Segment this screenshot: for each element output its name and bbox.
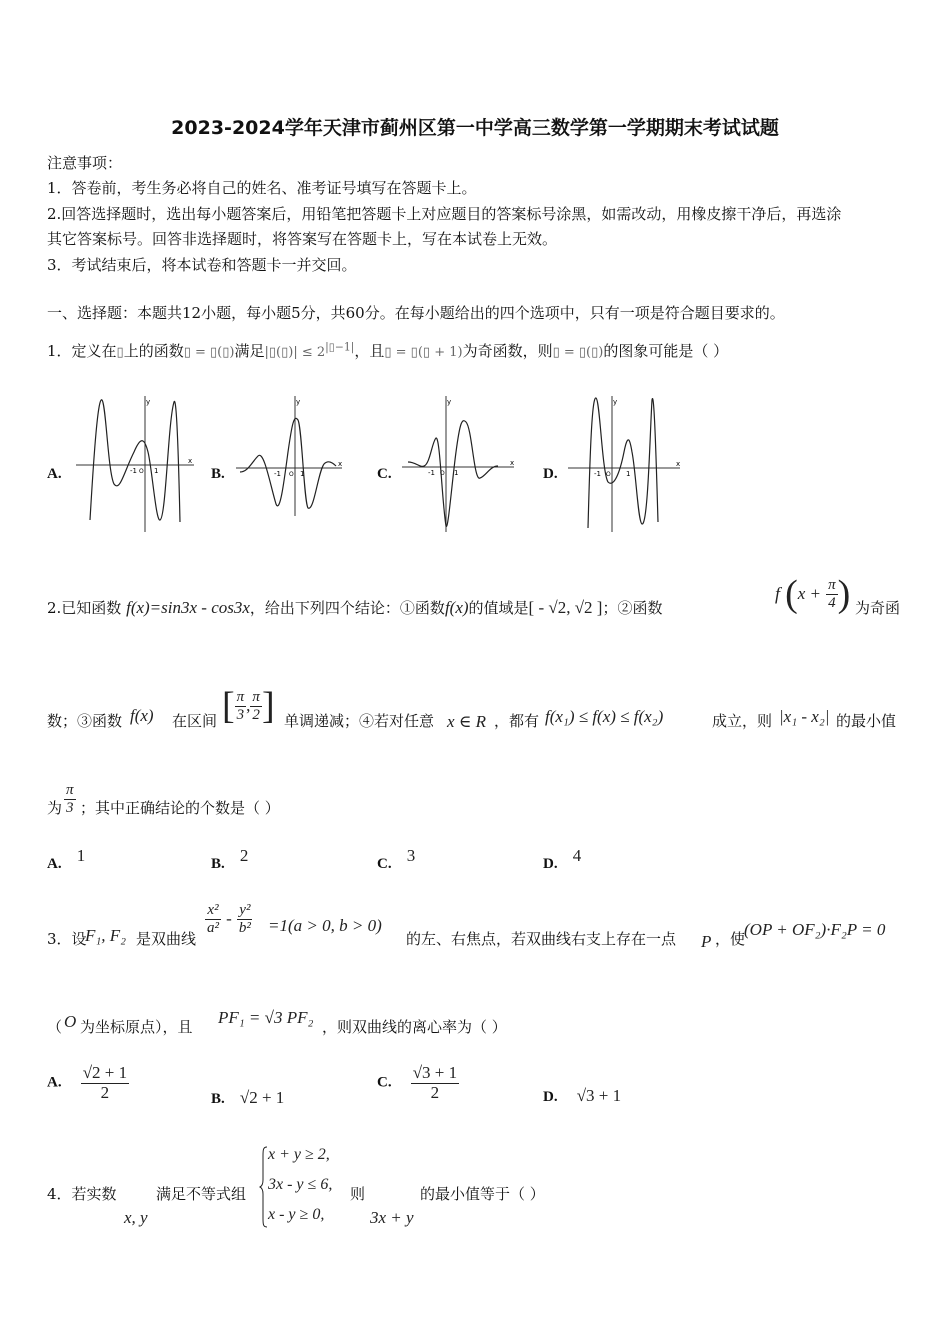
q4-system-line-1: x + y ≥ 2,: [268, 1146, 330, 1163]
q4-system-line-2: 3x - y ≤ 6,: [268, 1176, 333, 1193]
q1-text-3: 满足: [234, 342, 265, 360]
q2-option-b[interactable]: [211, 846, 248, 873]
q3-option-a[interactable]: [47, 1064, 129, 1102]
option-value: 3: [406, 846, 416, 865]
option-numerator: √2 + 1: [82, 1063, 128, 1082]
q1-option-b-label: B.: [211, 466, 225, 482]
question-1-stem: [47, 340, 728, 361]
q3-text-6: 为坐标原点），且: [80, 1018, 193, 1036]
q2-text-5: 为奇函: [855, 599, 901, 617]
q2-inequality: f(x₁) ≤ f(x) ≤ f(x₂): [545, 707, 664, 726]
tick-1: 1: [626, 470, 631, 478]
q1-option-c-label: C.: [377, 466, 392, 482]
origin-label: O: [289, 471, 294, 478]
q4-system-line-3: x - y ≥ 0,: [268, 1206, 325, 1223]
q2-text-3: 的值域是: [468, 599, 529, 617]
q3-hyperbola: $\frac{\text{x²}}{\text{a²}}$ - $\frac{\text{y²}}{\text{b²}}$: [207, 902, 251, 936]
curve: [90, 400, 180, 522]
q2-text-4: ；②函数: [602, 599, 663, 617]
option-value: √2 + 1: [239, 1088, 285, 1107]
q4-text-4: 的最小值等于（ ）: [420, 1185, 545, 1203]
q2-text-2: ，给出下列四个结论：①函数: [249, 599, 445, 617]
option-value: 4: [572, 846, 582, 865]
notice-item-2-cont: 其它答案标号。回答非选择题时，将答案写在答题卡上，写在本试卷上无效。: [47, 230, 558, 248]
q2-option-d[interactable]: [543, 846, 581, 873]
q2-range: [ - √2, √2 ]: [528, 598, 603, 617]
section-heading: 一、选择题：本题共12小题，每小题5分，共60分。在每小题给出的四个选项中，只有一项是符合题目要求的。: [47, 304, 785, 322]
q3-text-5: （: [47, 1018, 63, 1036]
q3-relation: PF₁ = √3 PF₂: [218, 1008, 314, 1027]
q2-text-1: 2.已知函数: [47, 599, 122, 617]
q1-graph-a: [76, 392, 200, 532]
notice-item-1: 1．答卷前，考生务必将自己的姓名、准考证号填写在答题卡上。: [47, 179, 477, 197]
q1-option-d-label: D.: [543, 466, 558, 482]
origin-label: O: [440, 470, 445, 477]
q3-option-d[interactable]: [543, 1086, 621, 1106]
option-label: C.: [377, 1074, 392, 1091]
x-label: x: [510, 459, 515, 467]
y-label: y: [296, 398, 301, 406]
q3-foci: F₁, F₂: [85, 926, 127, 945]
x-label: x: [676, 460, 681, 468]
q3-text-1: 3．设: [47, 930, 87, 948]
curve: [408, 421, 498, 527]
notice-item-2: 2.回答选择题时，选出每小题答案后，用铅笔把答题卡上对应题目的答案标号涂黑，如需改动，用橡皮擦干净后，再选涂: [47, 205, 842, 223]
q2-abs-diff: |x₁ - x₂|: [779, 707, 830, 726]
q2-text-9: ，都有: [494, 712, 540, 730]
q1-graph-d: [568, 392, 684, 532]
formula-image-icon: ▯ = ▯(▯ + 1): [384, 345, 463, 360]
option-value: 1: [76, 846, 86, 865]
x-label: x: [188, 457, 193, 465]
tick-neg1: -1: [428, 469, 435, 477]
q2-shift-formula: f (x + $\frac{\pi}{4}$ ): [775, 573, 851, 615]
curve: [240, 418, 336, 508]
question-2-line-1: [47, 597, 662, 618]
q2-option-a[interactable]: [47, 846, 85, 873]
q2-formula-f: f(x)=sin3x - cos3x: [126, 598, 250, 617]
formula-image-icon: |▯(▯)| ≤ $2^{|▯-1|}$: [264, 340, 355, 360]
q4-text-3: 则: [350, 1185, 366, 1203]
q2-pi-over-3: $\frac{\pi}{3}$: [66, 782, 74, 816]
q2-interval: [ $\frac{\pi}{3}$ , $\frac{\pi}{2}$ ]: [222, 685, 275, 727]
q2-formula-fx: f(x): [444, 598, 469, 617]
q1-option-a-label: A.: [47, 466, 62, 482]
origin-label: O: [139, 468, 144, 475]
missing-glyph-icon: ▯: [116, 345, 124, 360]
q2-text-13: ；其中正确结论的个数是（ ）: [80, 799, 280, 817]
q4-expression: 3x + y: [370, 1208, 414, 1227]
q1-text-6: 的图象可能是（ ）: [603, 342, 729, 360]
option-label: B.: [211, 1091, 225, 1107]
q1-text-5: 为奇函数，则: [462, 342, 553, 360]
option-label: D.: [543, 1089, 558, 1105]
q2-text-10: 成立，则: [712, 712, 773, 730]
q2-text-6: 数；③函数: [47, 712, 123, 730]
q2-formula-fx-2: f(x): [130, 706, 154, 725]
q1-text-2: 上的函数: [123, 342, 184, 360]
q1-text-4: ，且: [354, 342, 385, 360]
tick-neg1: -1: [130, 467, 137, 475]
q4-text-1: 4．若实数: [47, 1185, 117, 1203]
q2-option-c[interactable]: [377, 846, 415, 873]
q2-text-11: 的最小值: [836, 712, 897, 730]
q3-origin: O: [64, 1012, 77, 1031]
option-label: B.: [211, 856, 225, 872]
q3-point-p: P: [701, 932, 712, 951]
tick-neg1: -1: [594, 470, 601, 478]
option-label: A.: [47, 1074, 62, 1091]
option-denominator: 2: [100, 1082, 110, 1102]
q3-text-3: 的左、右焦点，若双曲线右支上存在一点: [406, 930, 677, 948]
page-title: 2023-2024学年天津市蓟州区第一中学高三数学第一学期期末考试试题: [171, 117, 779, 139]
option-numerator: √3 + 1: [412, 1063, 458, 1082]
q1-text-1: 1．定义在: [47, 342, 117, 360]
q1-graph-c: [402, 392, 518, 532]
q2-text-7: 在区间: [172, 712, 218, 730]
option-value: 2: [239, 846, 249, 865]
curve: [588, 398, 658, 528]
q2-text-8: 单调递减；④若对任意: [284, 712, 435, 730]
notice-heading: 注意事项：: [47, 154, 123, 172]
formula-image-icon: ▯ = ▯(▯): [183, 345, 235, 360]
tick-neg1: -1: [274, 470, 281, 478]
q3-text-2: 是双曲线: [136, 930, 197, 948]
x-label: x: [338, 460, 343, 468]
q3-option-c[interactable]: [377, 1064, 459, 1102]
q4-text-2: 满足不等式组: [156, 1185, 247, 1203]
tick-1: 1: [300, 470, 305, 478]
q1-graph-b: [236, 392, 348, 516]
tick-1: 1: [154, 467, 159, 475]
option-label: C.: [377, 856, 392, 872]
notice-item-3: 3．考试结束后，将本试卷和答题卡一并交回。: [47, 256, 357, 274]
tick-1: 1: [454, 469, 459, 477]
q3-text-7: ，则双曲线的离心率为（ ）: [322, 1018, 507, 1036]
q3-vector-condition: (OP + OF₂)·F₂P = 0: [744, 920, 886, 939]
option-label: D.: [543, 856, 558, 872]
origin-label: O: [606, 471, 611, 478]
q4-vars: x, y: [124, 1208, 148, 1227]
q2-text-12: 为: [47, 799, 63, 817]
y-label: y: [447, 398, 452, 406]
y-label: y: [613, 398, 618, 406]
option-value: √3 + 1: [576, 1086, 622, 1105]
q3-condition: =1(a > 0, b > 0): [268, 916, 382, 935]
formula-image-icon: ▯ = ▯(▯): [552, 345, 604, 360]
q3-option-b[interactable]: [211, 1088, 284, 1108]
option-denominator: 2: [430, 1082, 440, 1102]
y-label: y: [146, 398, 151, 406]
q2-x-in-r: x ∈ R: [447, 712, 487, 731]
q3-text-4: ，使: [715, 930, 746, 948]
option-label: A.: [47, 856, 62, 872]
